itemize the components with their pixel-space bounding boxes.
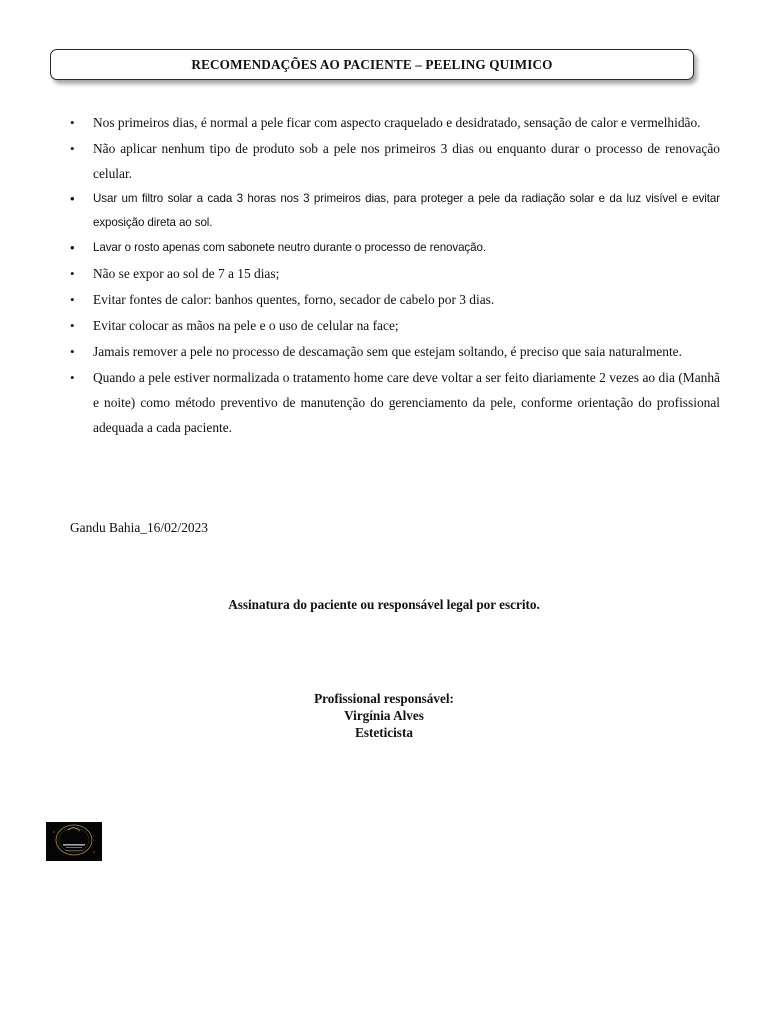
list-item-text: Nos primeiros dias, é normal a pele ficar com aspecto craquelado e desidratado, sensação de calor e vermelhidão.	[93, 115, 701, 130]
bullet-icon: •	[70, 240, 75, 255]
list-item-text: Evitar fontes de calor: banhos quentes, forno, secador de cabelo por 3 dias.	[93, 292, 495, 307]
list-item	[70, 339, 720, 364]
bullet-icon: •	[70, 141, 75, 156]
title-box	[50, 49, 694, 80]
signature-line: Assinatura do paciente ou responsável legal por escrito.	[228, 597, 540, 612]
list-item-text: Lavar o rosto apenas com sabonete neutro durante o processo de renovação.	[93, 241, 486, 254]
list-item	[70, 261, 720, 286]
list-item	[70, 110, 720, 135]
professional-role: Esteticista	[355, 725, 413, 740]
list-item	[70, 187, 720, 235]
list-item	[70, 365, 720, 440]
list-item-text: Jamais remover a pele no processo de descamação sem que estejam soltando, é preciso que saia naturalmente.	[93, 344, 682, 359]
list-item-text: Evitar colocar as mãos na pele e o uso de celular na face;	[93, 318, 399, 333]
list-item-text: Usar um filtro solar a cada 3 horas nos 3 primeiros dias, para proteger a pele da radiação solar e da luz visível e evitar exposição direta ao sol.	[93, 192, 720, 229]
list-item	[70, 313, 720, 338]
list-item	[70, 287, 720, 312]
professional-name: Virgínia Alves	[344, 708, 424, 723]
bullet-icon: •	[70, 344, 75, 359]
logo-graphic	[46, 822, 102, 861]
list-item-text: Não aplicar nenhum tipo de produto sob a pele nos primeiros 3 dias ou enquanto durar o processo de renovação celular.	[93, 141, 720, 181]
bullet-icon: •	[70, 266, 75, 281]
document-title: RECOMENDAÇÕES AO PACIENTE – PEELING QUIMICO	[191, 56, 553, 72]
recommendations-list	[70, 110, 720, 441]
list-item-text: Não se expor ao sol de 7 a 15 dias;	[93, 266, 280, 281]
brand-logo-icon	[46, 822, 102, 861]
professional-block	[0, 690, 768, 741]
bullet-icon: •	[70, 115, 75, 130]
list-item-text: Quando a pele estiver normalizada o tratamento home care deve voltar a ser feito diariamente 2 vezes ao dia (Manhã e noite) como método preventivo de manutenção do gerenciamento da pele, conforme orientação do profissional adequada a cada paciente.	[93, 370, 720, 435]
bullet-icon: •	[70, 292, 75, 307]
bullet-icon: •	[70, 318, 75, 333]
bullet-icon: •	[70, 370, 75, 385]
professional-label: Profissional responsável:	[314, 691, 454, 706]
list-item	[70, 236, 720, 260]
bullet-icon: •	[70, 191, 75, 206]
place-date: Gandu Bahia_16/02/2023	[70, 520, 208, 535]
list-item	[70, 136, 720, 186]
